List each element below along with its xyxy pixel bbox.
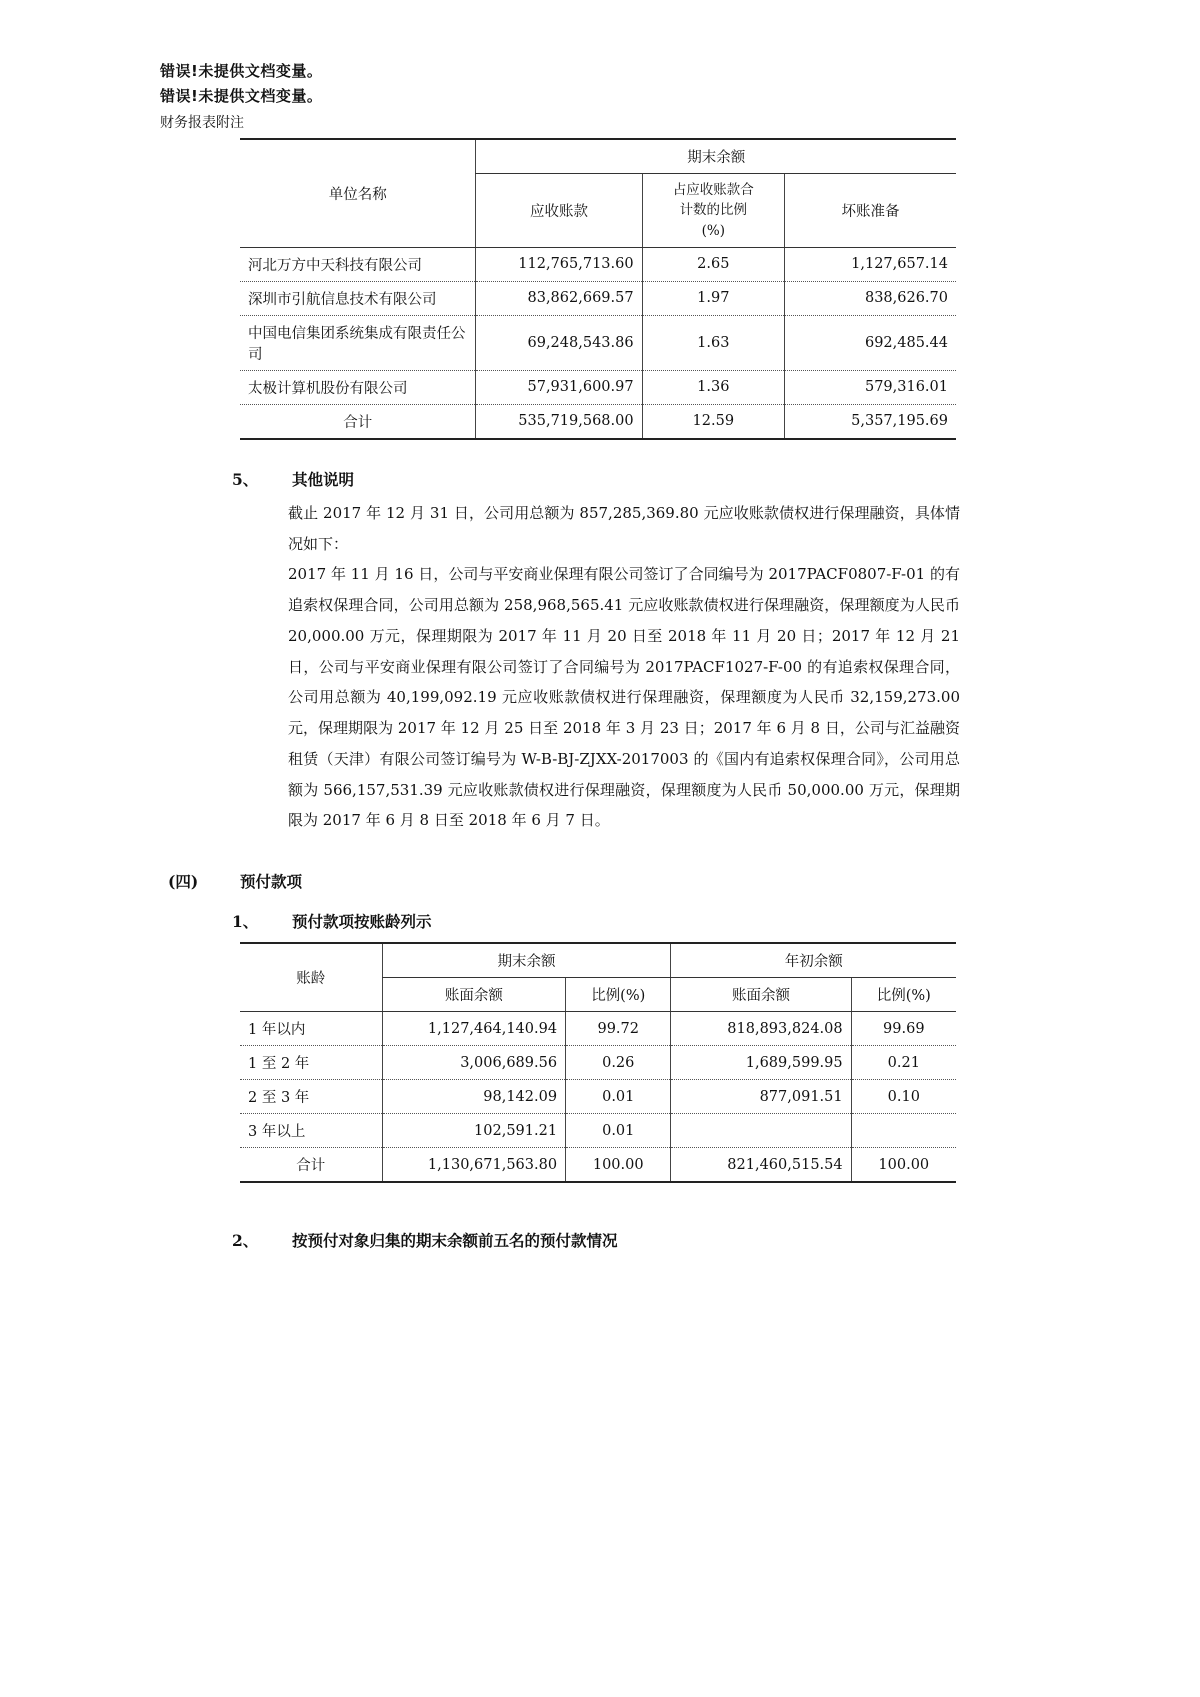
cell-begin-pct: 99.69 bbox=[851, 1012, 956, 1046]
header-line-1: 错误!未提供文档变量。 bbox=[160, 62, 323, 80]
col-pct-line1: 占应收账款合 bbox=[672, 182, 754, 198]
col-receivable-amount: 应收账款 bbox=[530, 203, 589, 220]
cell-end-amount: 98,142.09 bbox=[382, 1080, 565, 1114]
table-total-row bbox=[240, 404, 956, 439]
section-5-paragraph-2: 2017 年 11 月 16 日，公司与平安商业保理有限公司签订了合同编号为 2017PACF0807-F-01 的有追索权保理合同，公司用总额为 258,968,565.41 元应收账款债权进行保理融资，保理额度为人民币 20,000.00 万元，保理期限为 2017 年 11 月 20 日至 2018 年 11 月 20 日；2017 年 12 月 21 日，公司与平安商业保理有限公司签订了合同编号为 2017PACF1027-F-00 的有追索权保理合同，公司用总额为 40,199,092.19 元应收账款债权进行保理融资，保理额度为人民币 32,159,273.00 元，保理期限为 2017 年 12 月 25 日至 2018 年 3 月 23 日；2017 年 6 月 8 日，公司与汇益融资租赁（天津）有限公司签订编号为 W-B-BJ-ZJXX-2017003 的《国内有追索权保理合同》，公司用总额为 566,157,531.39 元应收账款债权进行保理融资，保理额度为人民币 50,000.00 万元，保理期限为 2017 年 6 月 8 日至 2018 年 6 月 7 日。 bbox=[288, 565, 960, 830]
cell-begin-pct: 0.10 bbox=[851, 1080, 956, 1114]
receivables-table-wrapper bbox=[240, 138, 956, 440]
table-row bbox=[240, 1080, 956, 1114]
section-5-title: 其他说明 bbox=[292, 469, 355, 489]
cell-end-pct: 0.26 bbox=[566, 1046, 671, 1080]
col-age: 账龄 bbox=[296, 971, 326, 987]
cell-pct: 1.97 bbox=[642, 281, 784, 315]
table-row bbox=[240, 1012, 956, 1046]
page-content bbox=[160, 60, 960, 1259]
col-book-balance-end: 账面余额 bbox=[444, 988, 503, 1004]
cell-amount: 57,931,600.97 bbox=[476, 370, 642, 404]
section-5-paragraph-1: 截止 2017 年 12 月 31 日，公司用总额为 857,285,369.80 元应收账款债权进行保理融资，具体情况如下： bbox=[288, 503, 960, 553]
cell-amount: 69,248,543.86 bbox=[476, 315, 642, 370]
cell-amount: 83,862,669.57 bbox=[476, 281, 642, 315]
cell-total-pct: 12.59 bbox=[642, 404, 784, 439]
cell-bad-debt: 1,127,657.14 bbox=[785, 247, 956, 281]
col-pct-end: 比例(%) bbox=[591, 988, 646, 1004]
cell-total-end-pct: 100.00 bbox=[566, 1148, 671, 1183]
receivables-table bbox=[240, 138, 956, 440]
col-book-balance-begin: 账面余额 bbox=[732, 988, 791, 1004]
table-row bbox=[240, 281, 956, 315]
cell-unit-name: 河北万方中天科技有限公司 bbox=[240, 247, 476, 281]
section-5-number: 5、 bbox=[232, 469, 259, 489]
cell-unit-name: 深圳市引航信息技术有限公司 bbox=[240, 281, 476, 315]
cell-begin-amount: 818,893,824.08 bbox=[671, 1012, 851, 1046]
prepayments-table bbox=[240, 942, 956, 1183]
subsection-2-heading bbox=[160, 1229, 960, 1251]
cell-bad-debt: 838,626.70 bbox=[785, 281, 956, 315]
section-5-heading bbox=[160, 468, 960, 490]
table-row bbox=[240, 247, 956, 281]
table-total-row bbox=[240, 1148, 956, 1183]
cell-bad-debt: 692,485.44 bbox=[785, 315, 956, 370]
subsection-1-number: 1、 bbox=[232, 912, 259, 931]
col-group-end-balance: 期末余额 bbox=[497, 954, 556, 970]
cell-pct: 1.36 bbox=[642, 370, 784, 404]
col-bad-debt: 坏账准备 bbox=[841, 203, 900, 220]
cell-total-label: 合计 bbox=[240, 404, 476, 439]
cell-end-amount: 102,591.21 bbox=[382, 1114, 565, 1148]
cell-age: 1 至 2 年 bbox=[240, 1046, 382, 1080]
cell-unit-name: 中国电信集团系统集成有限责任公司 bbox=[240, 315, 476, 370]
cell-pct: 1.63 bbox=[642, 315, 784, 370]
col-unit-name: 单位名称 bbox=[328, 186, 387, 203]
section-four-heading bbox=[160, 870, 960, 892]
table-header-row bbox=[240, 943, 956, 978]
cell-bad-debt: 579,316.01 bbox=[785, 370, 956, 404]
table-row bbox=[240, 1114, 956, 1148]
cell-total-label: 合计 bbox=[240, 1148, 382, 1183]
cell-age: 1 年以内 bbox=[240, 1012, 382, 1046]
cell-end-pct: 0.01 bbox=[566, 1080, 671, 1114]
col-pct-begin: 比例(%) bbox=[876, 988, 931, 1004]
cell-amount: 112,765,713.60 bbox=[476, 247, 642, 281]
table-row bbox=[240, 370, 956, 404]
cell-age: 2 至 3 年 bbox=[240, 1080, 382, 1114]
cell-pct: 2.65 bbox=[642, 247, 784, 281]
col-group-end-balance: 期末余额 bbox=[687, 150, 746, 166]
cell-begin-pct bbox=[851, 1114, 956, 1148]
subsection-2-number: 2、 bbox=[232, 1231, 259, 1250]
cell-begin-pct: 0.21 bbox=[851, 1046, 956, 1080]
header-line-3: 财务报表附注 bbox=[160, 115, 244, 131]
cell-end-amount: 3,006,689.56 bbox=[382, 1046, 565, 1080]
table-row bbox=[240, 315, 956, 370]
table-header-row bbox=[240, 139, 956, 174]
cell-age: 3 年以上 bbox=[240, 1114, 382, 1148]
subsection-1-heading bbox=[160, 910, 960, 932]
section-four-number: (四) bbox=[168, 872, 199, 891]
header-line-2: 错误!未提供文档变量。 bbox=[160, 87, 323, 105]
cell-unit-name: 太极计算机股份有限公司 bbox=[240, 370, 476, 404]
col-pct-line3: (%) bbox=[701, 222, 725, 239]
prepayments-table-wrapper bbox=[240, 942, 956, 1183]
cell-total-bad-debt: 5,357,195.69 bbox=[785, 404, 956, 439]
document-header bbox=[160, 60, 960, 132]
subsection-1-title: 预付款项按账龄列示 bbox=[292, 912, 432, 931]
cell-end-pct: 0.01 bbox=[566, 1114, 671, 1148]
cell-begin-amount bbox=[671, 1114, 851, 1148]
cell-end-amount: 1,127,464,140.94 bbox=[382, 1012, 565, 1046]
cell-end-pct: 99.72 bbox=[566, 1012, 671, 1046]
section-5-body bbox=[288, 498, 960, 836]
col-pct-line2: 计数的比例 bbox=[679, 202, 748, 219]
cell-total-begin-pct: 100.00 bbox=[851, 1148, 956, 1183]
cell-begin-amount: 1,689,599.95 bbox=[671, 1046, 851, 1080]
col-group-begin-balance: 年初余额 bbox=[784, 954, 843, 970]
cell-total-begin-amount: 821,460,515.54 bbox=[671, 1148, 851, 1183]
subsection-2-title: 按预付对象归集的期末余额前五名的预付款情况 bbox=[292, 1231, 618, 1250]
section-four-title: 预付款项 bbox=[240, 872, 303, 891]
cell-total-end-amount: 1,130,671,563.80 bbox=[382, 1148, 565, 1183]
table-row bbox=[240, 1046, 956, 1080]
cell-begin-amount: 877,091.51 bbox=[671, 1080, 851, 1114]
cell-total-amount: 535,719,568.00 bbox=[476, 404, 642, 439]
